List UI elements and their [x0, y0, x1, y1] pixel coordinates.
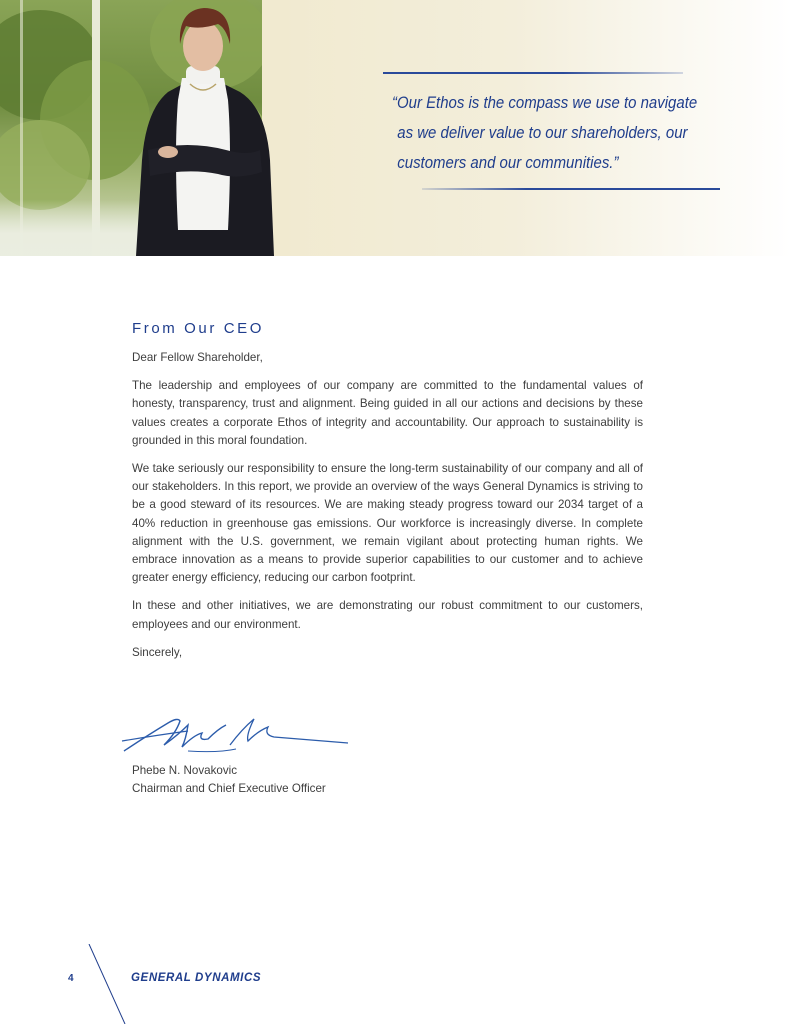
letter-paragraph: The leadership and employees of our company are committed to the fundamental values of honesty, transparency, trust and alignment. Being guided in all our actions and decisions by these values creates a corporate Ethos of integrity and accountability. Our approach to sustainability is grounded in this moral foundation.	[132, 379, 643, 447]
hero-banner	[0, 0, 791, 256]
page-number: 4	[68, 973, 74, 984]
signature	[118, 705, 358, 765]
signer-name: Phebe N. Novakovic	[132, 764, 238, 777]
brand-logo-text: GENERAL DYNAMICS	[131, 972, 262, 984]
letter-heading: From Our CEO	[132, 320, 265, 337]
salutation: Dear Fellow Shareholder,	[132, 351, 263, 364]
closing: Sincerely,	[132, 645, 183, 659]
signer-title: Chairman and Chief Executive Officer	[132, 782, 326, 795]
quote-rule-bottom	[422, 188, 720, 190]
pull-quote	[392, 88, 698, 178]
ceo-portrait	[128, 0, 278, 256]
signer-block	[132, 762, 326, 798]
letter-paragraph: In these and other initiatives, we are demonstrating our robust commitment to our customers, employees and our environment.	[132, 599, 643, 631]
quote-line: customers and our communities.”	[397, 153, 619, 172]
quote-line: “Our Ethos is the compass we use to navigate	[392, 93, 698, 112]
footer-divider	[88, 944, 128, 1024]
quote-rule-top	[383, 72, 683, 74]
ceo-letter	[132, 320, 643, 672]
letter-paragraph: We take seriously our responsibility to ensure the long-term sustainability of our company and all of our stakeholders. In this report, we provide an overview of the ways General Dynamics is striving to be a good steward of its resources. We are making steady progress toward our 2034 target of a 40% reduction in greenhouse gas emissions. Our workforce is increasingly diverse. In complete alignment with the U.S. government, we remain vigilant about protecting human rights. We embrace innovation as a means to provide superior capabilities to our customer and to achieve greater energy efficiency, reducing our carbon footprint.	[132, 462, 643, 585]
quote-line: as we deliver value to our shareholders, our	[397, 123, 688, 142]
